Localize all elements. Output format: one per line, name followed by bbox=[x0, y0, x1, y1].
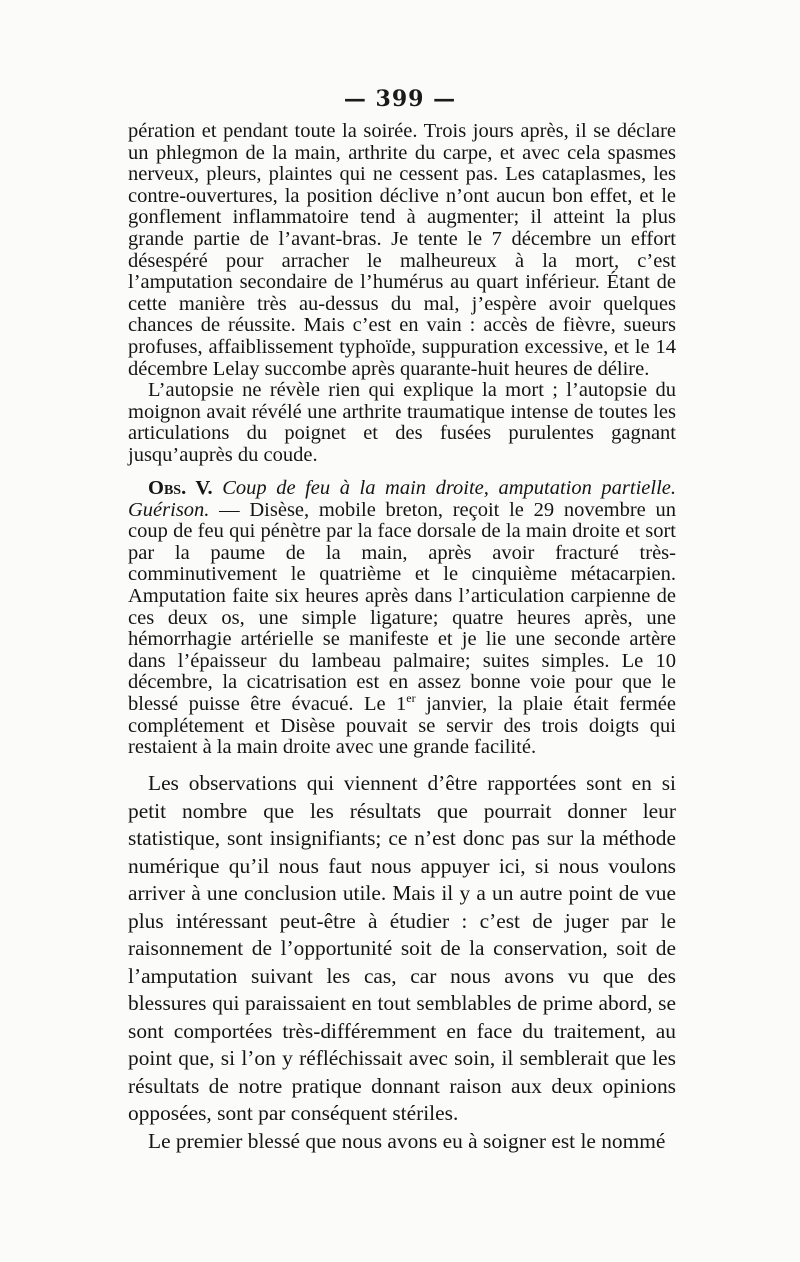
observation-body-end: janvier, la plaie était fermée complétement et Disèse pouvait se servir des trois doigts qui restaient à la main droite avec une grande facilité. bbox=[128, 692, 676, 759]
paragraph-next-case: Le premier blessé que nous avons eu à soigner est le nommé bbox=[148, 1128, 666, 1153]
paragraph-discussion: Les observations qui viennent d’être rapportées sont en si petit nombre que les résultats que pourrait donner leur statistique, sont insignifiants; ce n’est donc pas sur la méthode numérique qu’il nous faut nous appuyer ici, si nous voulons arriver à une conclusion utile. Mais il y a un autre point de vue plus intéressant peut-être à étudier : c’est de juger par le raisonnement de l’opportunité soit de la conservation, soit de l’amputation suivant les cas, car nous avons vu que des blessures qui paraissaient en tout semblables de prime abord, se sont comportées très-différemment en face du traitement, au point que, si l’on y réfléchissait avec soin, il semblerait que les résultats de notre pratique donnant raison aux deux opinions opposées, sont par conséquent stériles. bbox=[128, 771, 676, 1125]
observation-section bbox=[128, 478, 676, 759]
text-section-lower bbox=[128, 770, 676, 1155]
observation-paragraph bbox=[128, 478, 676, 759]
ordinal-suffix: er bbox=[406, 691, 416, 706]
observation-body-start: — Disèse, mobile breton, reçoit le 29 novembre un coup de feu qui pénètre par la face dorsale de la main droite et sort par la paume de la main, après avoir fracturé très-comminutivement le quatrième et le cinquième métacarpien. Amputation faite six heures après dans l’articulation carpienne de ces deux os, une simple ligature; quatre heures après, une hémorrhagie artérielle se manifeste et je lie une seconde artère dans l’épaisseur du lambeau palmaire; suites simples. Le 10 décembre, la cicatrisation est en assez bonne voie pour que le blessé puisse être évacué. Le 1 bbox=[128, 498, 676, 715]
text-section-upper bbox=[128, 121, 676, 467]
page-number: — 399 — bbox=[343, 86, 457, 112]
observation-label: Obs. V. bbox=[148, 477, 213, 499]
paragraph-autopsy: L’autopsie ne révèle rien qui explique la mort ; l’autopsie du moignon avait révélé une arthrite traumatique intense de toutes les articulations du poignet et des fusées purulentes gagnant jusqu’auprès du coude. bbox=[128, 379, 676, 466]
observation-title: Coup de feu à la main droite, amputation partielle. Guérison. bbox=[128, 477, 676, 521]
paragraph-continuation: pération et pendant toute la soirée. Trois jours après, il se déclare un phlegmon de la main, arthrite du carpe, et avec cela spasmes nerveux, pleurs, plaintes qui ne cessent pas. Les cataplasmes, les contre-ouvertures, la position déclive n’ont aucun bon effet, et le gonflement inflammatoire tend à augmenter; il atteint la plus grande partie de l’avant-bras. Je tente le 7 décembre un effort désespéré pour arracher le malheureux à la mort, c’est l’amputation secondaire de l’humérus au quart inférieur. Étant de cette manière très au-dessus du mal, j’espère avoir quelques chances de réussite. Mais c’est en vain : accès de fièvre, sueurs profuses, affaiblissement typhoïde, suppuration excessive, et le 14 décembre Lelay succombe après quarante-huit heures de délire. bbox=[128, 120, 676, 380]
